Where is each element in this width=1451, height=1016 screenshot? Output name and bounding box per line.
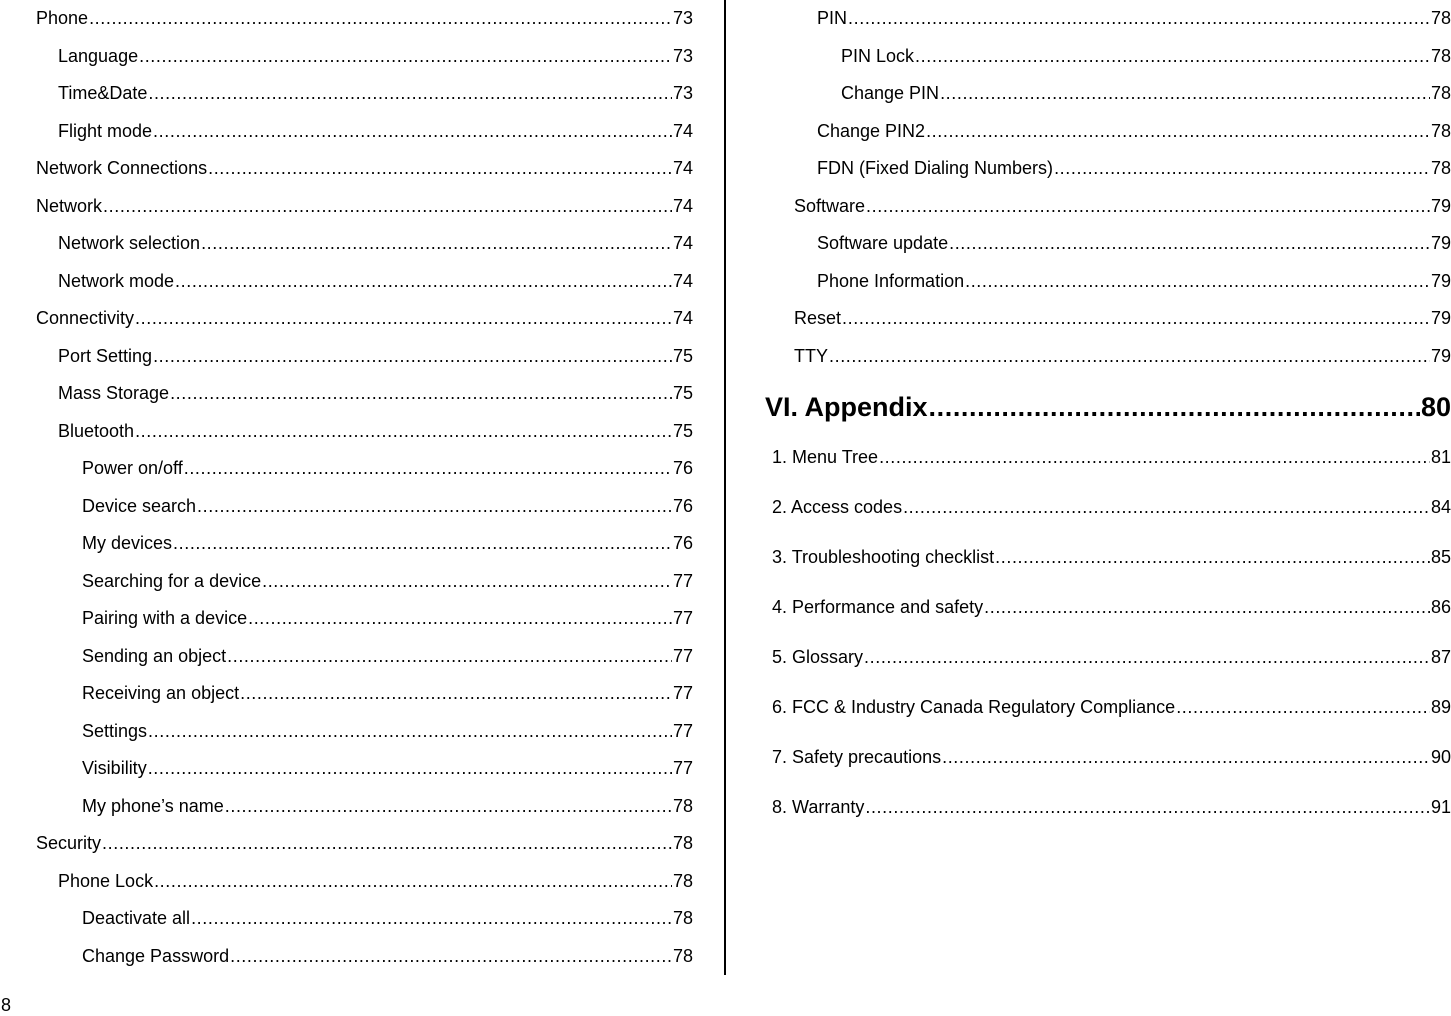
toc-entry[interactable]	[817, 270, 1451, 292]
toc-entry-page: 79	[1430, 233, 1451, 253]
toc-dot-leader	[926, 120, 1430, 142]
toc-entry-page: 74	[672, 121, 693, 141]
toc-entry-title: My devices	[82, 533, 173, 553]
toc-entry-title: 1. Menu Tree	[772, 447, 879, 467]
toc-dot-leader	[191, 907, 672, 929]
toc-entry-page: 78	[672, 908, 693, 928]
toc-dot-leader	[148, 757, 672, 779]
toc-entry-page: 78	[1430, 121, 1451, 141]
toc-entry[interactable]	[58, 870, 693, 892]
toc-dot-leader	[103, 195, 672, 217]
toc-entry-title: Power on/off	[82, 458, 183, 478]
toc-entry-title: Phone Information	[817, 271, 965, 291]
toc-entry[interactable]	[82, 682, 693, 704]
toc-entry-page: 76	[672, 533, 693, 553]
toc-entry-title: Receiving an object	[82, 683, 240, 703]
toc-dot-leader	[170, 382, 672, 404]
appendix-page: 80	[1420, 392, 1451, 422]
toc-entry-page: 81	[1430, 447, 1451, 467]
toc-entry-page: 74	[672, 271, 693, 291]
appendix-title: VI. Appendix	[765, 392, 928, 422]
toc-entry[interactable]	[817, 157, 1451, 179]
toc-entry-title: Change PIN	[841, 83, 940, 103]
toc-entry-title: TTY	[794, 346, 828, 366]
toc-entry[interactable]	[82, 570, 693, 592]
toc-entry-title: Time&Date	[58, 83, 148, 103]
toc-entry-title: Network mode	[58, 271, 175, 291]
toc-entry-title: Network selection	[58, 233, 201, 253]
toc-entry[interactable]	[794, 195, 1451, 217]
toc-entry-title: Searching for a device	[82, 571, 262, 591]
toc-entry-page: 78	[1430, 158, 1451, 178]
toc-entry-title: 7. Safety precautions	[772, 747, 942, 767]
toc-entry[interactable]	[58, 382, 693, 404]
toc-entry-page: 73	[672, 83, 693, 103]
toc-entry-page: 75	[672, 383, 693, 403]
toc-entry-page: 86	[1430, 597, 1451, 617]
page-number: 8	[1, 995, 12, 1015]
toc-entry-page: 79	[1430, 271, 1451, 291]
toc-entry[interactable]	[82, 495, 693, 517]
toc-entry[interactable]	[82, 645, 693, 667]
toc-entry-page: 78	[672, 796, 693, 816]
toc-entry-page: 91	[1430, 797, 1451, 817]
toc-entry-title: Connectivity	[36, 308, 135, 328]
toc-dot-leader	[864, 646, 1430, 668]
toc-entry-page: 85	[1430, 547, 1451, 567]
toc-entry[interactable]	[36, 195, 693, 217]
toc-entry-title: Security	[36, 833, 102, 853]
toc-entry-page: 79	[1430, 196, 1451, 216]
toc-entry[interactable]	[82, 720, 693, 742]
toc-entry-page: 78	[1430, 8, 1451, 28]
toc-dot-leader	[135, 420, 672, 442]
toc-entry-title: Mass Storage	[58, 383, 170, 403]
toc-dot-leader	[184, 457, 672, 479]
toc-entry-title: Settings	[82, 721, 148, 741]
toc-dot-leader	[940, 82, 1430, 104]
toc-entry-page: 78	[1430, 46, 1451, 66]
toc-entry-page: 84	[1430, 497, 1451, 517]
toc-entry[interactable]	[772, 696, 1451, 718]
toc-dot-leader	[240, 682, 672, 704]
toc-entry[interactable]	[58, 120, 693, 142]
toc-entry-title: Visibility	[82, 758, 147, 778]
toc-entry-page: 90	[1430, 747, 1451, 767]
toc-entry-title: 3. Troubleshooting checklist	[772, 547, 995, 567]
toc-entry[interactable]	[82, 945, 693, 967]
toc-entry-page: 79	[1430, 308, 1451, 328]
toc-entry-title: Flight mode	[58, 121, 153, 141]
toc-dot-leader	[879, 446, 1430, 468]
toc-entry-page: 87	[1430, 647, 1451, 667]
toc-dot-leader	[903, 496, 1430, 518]
toc-entry-page: 77	[672, 683, 693, 703]
toc-entry-page: 77	[672, 721, 693, 741]
toc-entry[interactable]	[58, 82, 693, 104]
toc-entry-page: 74	[672, 308, 693, 328]
toc-entry-title: 2. Access codes	[772, 497, 903, 517]
toc-entry-page: 73	[672, 46, 693, 66]
toc-dot-leader	[208, 157, 672, 179]
toc-entry-page: 89	[1430, 697, 1451, 717]
toc-entry[interactable]	[58, 420, 693, 442]
toc-entry-page: 75	[672, 421, 693, 441]
toc-entry[interactable]	[772, 596, 1451, 618]
toc-entry-title: 4. Performance and safety	[772, 597, 984, 617]
toc-dot-leader	[197, 495, 672, 517]
toc-entry[interactable]	[82, 607, 693, 629]
toc-entry-title: Change PIN2	[817, 121, 926, 141]
toc-dot-leader	[848, 7, 1430, 29]
toc-entry-title: Software update	[817, 233, 949, 253]
toc-entry[interactable]	[36, 307, 693, 329]
toc-entry-page: 74	[672, 158, 693, 178]
toc-entry-title: 8. Warranty	[772, 797, 865, 817]
toc-entry-title: Sending an object	[82, 646, 227, 666]
toc-entry[interactable]	[58, 45, 693, 67]
toc-dot-leader	[984, 596, 1430, 618]
toc-entry-title: Phone Lock	[58, 871, 154, 891]
toc-entry-title: Language	[58, 46, 139, 66]
toc-entry-title: My phone’s name	[82, 796, 224, 816]
toc-entry[interactable]	[82, 457, 693, 479]
column-divider	[724, 0, 726, 975]
toc-dot-leader	[248, 607, 672, 629]
toc-entry-title: Deactivate all	[82, 908, 191, 928]
toc-entry[interactable]	[36, 832, 693, 854]
toc-entry-title: 6. FCC & Industry Canada Regulatory Compliance	[772, 697, 1176, 717]
toc-entry-page: 74	[672, 196, 693, 216]
toc-entry-page: 77	[672, 571, 693, 591]
toc-dot-leader	[842, 307, 1430, 329]
toc-entry-title: Network	[36, 196, 103, 216]
toc-entry-page: 77	[672, 758, 693, 778]
toc-entry[interactable]	[817, 232, 1451, 254]
toc-entry-title: 5. Glossary	[772, 647, 864, 667]
toc-entry[interactable]	[772, 546, 1451, 568]
toc-entry-title: FDN (Fixed Dialing Numbers)	[817, 158, 1054, 178]
toc-entry-page: 75	[672, 346, 693, 366]
toc-entry-title: Software	[794, 196, 866, 216]
toc-dot-leader	[153, 345, 672, 367]
toc-entry-page: 76	[672, 458, 693, 478]
toc-dot-leader	[227, 645, 672, 667]
toc-entry[interactable]	[772, 496, 1451, 518]
toc-dot-leader	[942, 746, 1430, 768]
toc-entry-page: 78	[672, 946, 693, 966]
toc-entry-title: Change Password	[82, 946, 230, 966]
appendix-heading[interactable]	[765, 392, 1451, 422]
toc-entry[interactable]	[36, 157, 693, 179]
toc-entry[interactable]	[772, 746, 1451, 768]
toc-entry-title: Port Setting	[58, 346, 153, 366]
toc-dot-leader	[929, 392, 1420, 422]
toc-dot-leader	[139, 45, 672, 67]
toc-dot-leader	[173, 532, 672, 554]
toc-entry[interactable]	[817, 7, 1451, 29]
toc-entry[interactable]	[772, 796, 1451, 818]
toc-entry-title: Reset	[794, 308, 842, 328]
toc-entry-title: Network Connections	[36, 158, 208, 178]
toc-entry[interactable]	[58, 270, 693, 292]
toc-entry-page: 78	[672, 833, 693, 853]
toc-entry-page: 78	[1430, 83, 1451, 103]
toc-dot-leader	[262, 570, 672, 592]
toc-dot-leader	[1176, 696, 1430, 718]
toc-entry-title: Device search	[82, 496, 197, 516]
toc-entry[interactable]	[82, 795, 693, 817]
toc-dot-leader	[1054, 157, 1430, 179]
toc-dot-leader	[102, 832, 672, 854]
toc-dot-leader	[175, 270, 672, 292]
toc-entry-title: Phone	[36, 8, 89, 28]
toc-entry-page: 74	[672, 233, 693, 253]
toc-entry-title: Bluetooth	[58, 421, 135, 441]
toc-entry[interactable]	[58, 345, 693, 367]
toc-entry[interactable]	[772, 446, 1451, 468]
toc-entry-page: 79	[1430, 346, 1451, 366]
toc-dot-leader	[89, 7, 672, 29]
toc-dot-leader	[915, 45, 1430, 67]
toc-dot-leader	[148, 720, 672, 742]
toc-entry[interactable]	[82, 532, 693, 554]
toc-entry[interactable]	[58, 232, 693, 254]
toc-entry-page: 77	[672, 608, 693, 628]
toc-entry[interactable]	[841, 45, 1451, 67]
toc-entry[interactable]	[794, 307, 1451, 329]
toc-dot-leader	[866, 195, 1430, 217]
toc-dot-leader	[230, 945, 672, 967]
toc-dot-leader	[965, 270, 1430, 292]
toc-entry-title: PIN	[817, 8, 848, 28]
toc-entry-page: 78	[672, 871, 693, 891]
toc-dot-leader	[135, 307, 672, 329]
toc-entry-page: 76	[672, 496, 693, 516]
toc-entry[interactable]	[82, 907, 693, 929]
toc-entry-page: 73	[672, 8, 693, 28]
toc-dot-leader	[148, 82, 672, 104]
toc-entry[interactable]	[841, 82, 1451, 104]
toc-entry[interactable]	[817, 120, 1451, 142]
toc-entry[interactable]	[82, 757, 693, 779]
toc-dot-leader	[154, 870, 672, 892]
toc-entry-title: PIN Lock	[841, 46, 915, 66]
toc-dot-leader	[865, 796, 1430, 818]
toc-entry[interactable]	[36, 7, 693, 29]
toc-dot-leader	[949, 232, 1430, 254]
toc-dot-leader	[225, 795, 672, 817]
toc-dot-leader	[995, 546, 1430, 568]
toc-dot-leader	[153, 120, 672, 142]
toc-dot-leader	[829, 345, 1430, 367]
toc-entry[interactable]	[794, 345, 1451, 367]
toc-entry-title: Pairing with a device	[82, 608, 248, 628]
toc-entry-page: 77	[672, 646, 693, 666]
toc-dot-leader	[201, 232, 672, 254]
toc-entry[interactable]	[772, 646, 1451, 668]
